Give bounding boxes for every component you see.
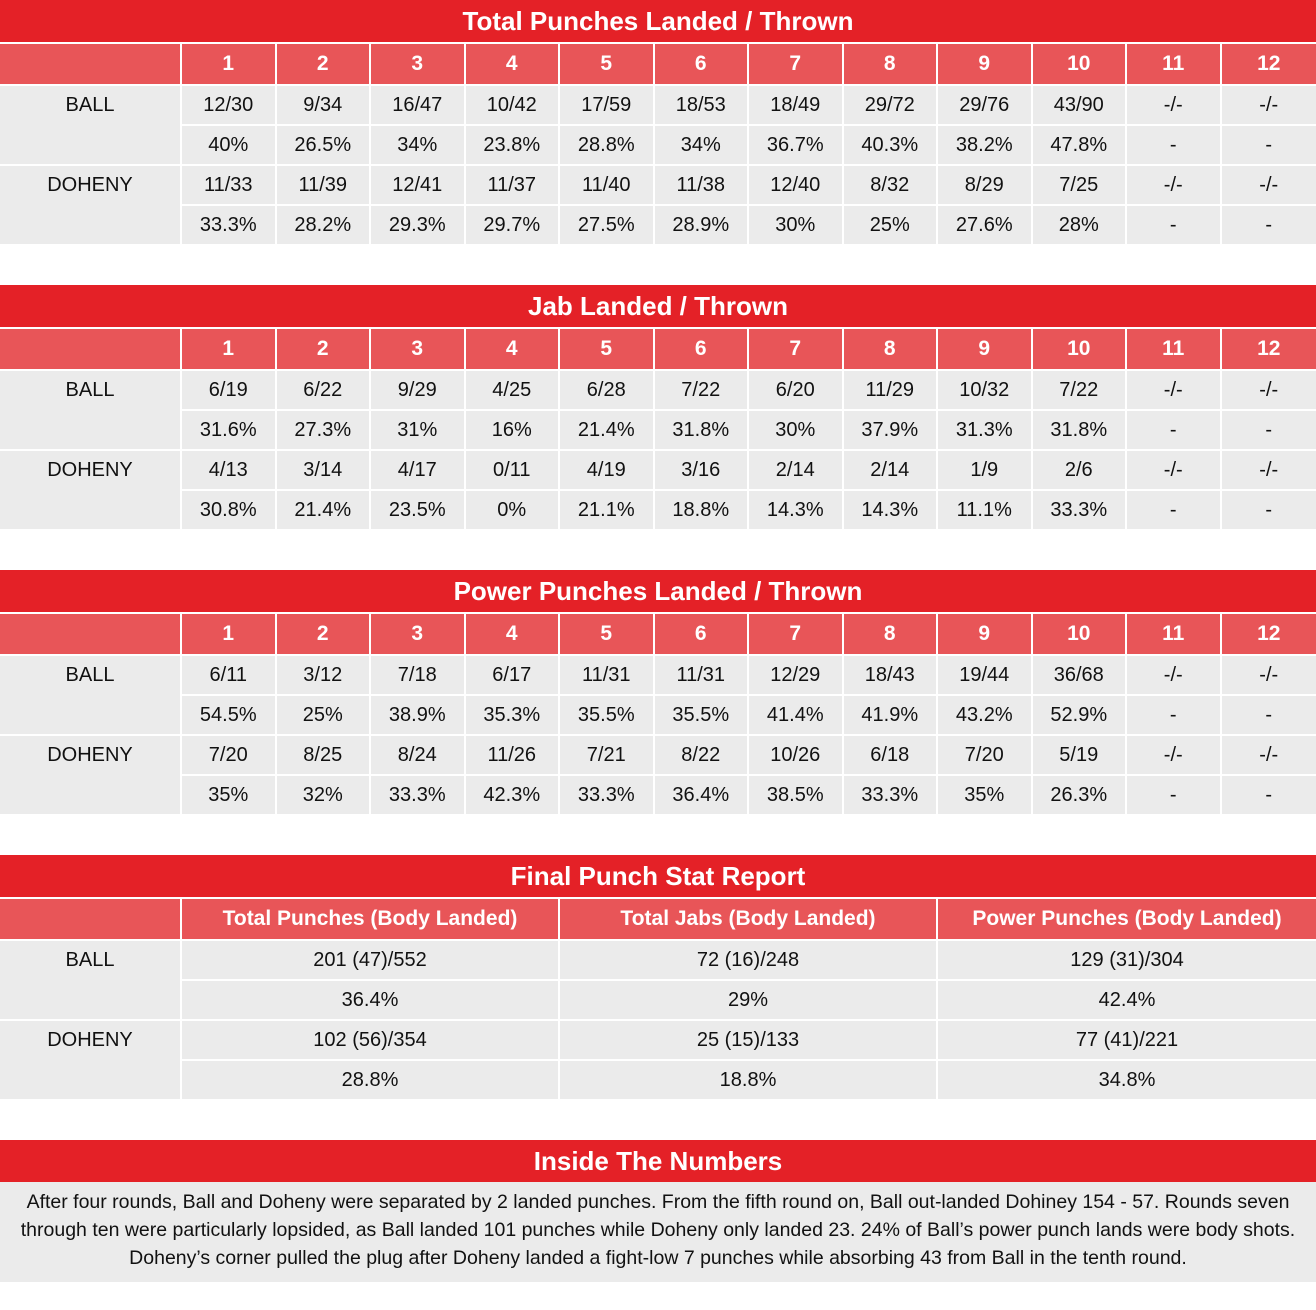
stat-cell: 3/12 — [277, 654, 372, 694]
stat-cell: 3/14 — [277, 449, 372, 489]
landed-row — [0, 449, 1316, 489]
stat-cell: 36.4% — [655, 774, 750, 814]
stat-cell: - — [1222, 774, 1316, 814]
round-number: 9 — [938, 614, 1033, 654]
stat-cell: 28.9% — [655, 204, 750, 244]
stat-cell: 40% — [182, 124, 277, 164]
header-blank — [0, 614, 182, 654]
stat-cell: 27.5% — [560, 204, 655, 244]
fighter-name-spacer — [0, 774, 182, 814]
stat-cell: -/- — [1127, 734, 1222, 774]
stat-cell: 43/90 — [1033, 84, 1128, 124]
stat-cell: -/- — [1222, 164, 1316, 204]
stat-cell: 31.8% — [655, 409, 750, 449]
stat-cell: 34% — [655, 124, 750, 164]
stat-cell: 10/26 — [749, 734, 844, 774]
stat-cell: 35% — [182, 774, 277, 814]
stat-cell: 11/31 — [655, 654, 750, 694]
round-number: 6 — [655, 329, 750, 369]
final-header — [0, 899, 1316, 939]
round-number: 2 — [277, 44, 372, 84]
stat-cell: 102 (56)/354 — [182, 1019, 560, 1059]
stat-cell: 33.3% — [182, 204, 277, 244]
stat-cell: - — [1127, 124, 1222, 164]
stat-cell: 36.4% — [182, 979, 560, 1019]
stat-cell: 8/32 — [844, 164, 939, 204]
round-number: 12 — [1257, 622, 1281, 645]
fighter-name: DOHENY — [0, 164, 182, 204]
stat-cell: 21.1% — [560, 489, 655, 529]
stat-cell: 41.4% — [749, 694, 844, 734]
stat-cell: 11/39 — [277, 164, 372, 204]
stat-cell: 25% — [844, 204, 939, 244]
percent-row — [0, 694, 1316, 734]
stat-cell: 129 (31)/304 — [938, 939, 1316, 979]
fighter-name-spacer — [0, 204, 182, 244]
landed-row — [0, 164, 1316, 204]
stat-cell: 5/19 — [1033, 734, 1128, 774]
stat-cell: 2/6 — [1033, 449, 1128, 489]
stat-cell: 33.3% — [371, 774, 466, 814]
stat-cell: 2/14 — [749, 449, 844, 489]
landed-row — [0, 84, 1316, 124]
stat-cell: 29% — [560, 979, 938, 1019]
stat-cell: - — [1127, 774, 1222, 814]
stat-cell: 29.7% — [466, 204, 561, 244]
percent-row — [0, 774, 1316, 814]
stat-cell: 8/22 — [655, 734, 750, 774]
stat-cell: 8/24 — [371, 734, 466, 774]
stat-cell: 9/34 — [277, 84, 372, 124]
stat-cell: 36/68 — [1033, 654, 1128, 694]
stat-cell: 41.9% — [844, 694, 939, 734]
fighter-name-spacer — [0, 694, 182, 734]
stat-cell: 25% — [277, 694, 372, 734]
round-number: 12 — [1257, 337, 1281, 360]
stat-cell: 35% — [938, 774, 1033, 814]
round-number: 2 — [277, 329, 372, 369]
stat-cell: 10/32 — [938, 369, 1033, 409]
stat-cell: 7/22 — [1033, 369, 1128, 409]
round-number: 2 — [277, 614, 372, 654]
stat-cell: 42.4% — [938, 979, 1316, 1019]
fighter-name-spacer — [0, 979, 182, 1019]
stat-cell: 23.5% — [371, 489, 466, 529]
stat-cell: 35.5% — [655, 694, 750, 734]
inside-numbers-section — [0, 1140, 1316, 1282]
section-title: Jab Landed / Thrown — [0, 285, 1316, 327]
stat-cell: 7/22 — [655, 369, 750, 409]
stat-cell: 1/9 — [938, 449, 1033, 489]
round-number: 9 — [938, 44, 1033, 84]
stat-cell: 4/19 — [560, 449, 655, 489]
stat-cell: 35.5% — [560, 694, 655, 734]
round-number: 6 — [655, 44, 750, 84]
stat-cell: - — [1222, 489, 1316, 529]
stat-cell: 33.3% — [844, 774, 939, 814]
stat-cell: 11/26 — [466, 734, 561, 774]
stat-cell: 11/31 — [560, 654, 655, 694]
stat-cell: 26.5% — [277, 124, 372, 164]
stat-cell: 12/29 — [749, 654, 844, 694]
stat-cell: 4/25 — [466, 369, 561, 409]
round-number: 1 — [182, 329, 277, 369]
stat-cell: 9/29 — [371, 369, 466, 409]
round-number: 5 — [560, 329, 655, 369]
stat-cell: 32% — [277, 774, 372, 814]
percent-row — [0, 1059, 1316, 1099]
stat-cell: 21.4% — [560, 409, 655, 449]
stat-cell: 8/29 — [938, 164, 1033, 204]
stat-cell: 7/18 — [371, 654, 466, 694]
stat-cell: 0% — [466, 489, 561, 529]
stat-cell: 7/25 — [1033, 164, 1128, 204]
stat-cell: 38.9% — [371, 694, 466, 734]
stat-cell: 3/16 — [655, 449, 750, 489]
stat-cell: 27.3% — [277, 409, 372, 449]
stat-cell: 6/18 — [844, 734, 939, 774]
stat-cell: 35.3% — [466, 694, 561, 734]
stat-cell: 42.3% — [466, 774, 561, 814]
stat-cell: 31.3% — [938, 409, 1033, 449]
stat-cell: 12/40 — [749, 164, 844, 204]
stat-cell: -/- — [1127, 164, 1222, 204]
stat-cell: 28% — [1033, 204, 1128, 244]
stat-cell: 31% — [371, 409, 466, 449]
stat-cell: 30% — [749, 409, 844, 449]
round-number: 7 — [749, 44, 844, 84]
fighter-name-spacer — [0, 1059, 182, 1099]
stat-cell: 14.3% — [749, 489, 844, 529]
round-number: 4 — [466, 44, 561, 84]
round-number: 8 — [844, 614, 939, 654]
stat-cell: 7/21 — [560, 734, 655, 774]
stat-cell: 7/20 — [182, 734, 277, 774]
stat-cell: 43.2% — [938, 694, 1033, 734]
stat-cell: 6/17 — [466, 654, 561, 694]
stat-cell: 29/76 — [938, 84, 1033, 124]
percent-row — [0, 409, 1316, 449]
stat-cell: 6/11 — [182, 654, 277, 694]
stat-cell: 30% — [749, 204, 844, 244]
round-number: 10 — [1033, 329, 1128, 369]
stat-section — [0, 285, 1316, 529]
round-number: 1 — [182, 44, 277, 84]
final-column-header: Total Jabs (Body Landed) — [560, 899, 938, 939]
stat-cell: 23.8% — [466, 124, 561, 164]
final-report-section — [0, 855, 1316, 1099]
stat-cell: 40.3% — [844, 124, 939, 164]
stat-cell: 16% — [466, 409, 561, 449]
landed-row — [0, 734, 1316, 774]
round-number: 11 — [1127, 614, 1222, 654]
stat-cell: 25 (15)/133 — [560, 1019, 938, 1059]
stat-cell: -/- — [1222, 449, 1316, 489]
stat-section — [0, 0, 1316, 244]
final-column-header: Power Punches (Body Landed) — [972, 907, 1282, 930]
fighter-name-spacer — [0, 489, 182, 529]
landed-row — [0, 369, 1316, 409]
fighter-name: BALL — [0, 654, 182, 694]
stat-cell: 26.3% — [1033, 774, 1128, 814]
stat-cell: 33.3% — [1033, 489, 1128, 529]
landed-row — [0, 1019, 1316, 1059]
final-column-header: Total Punches (Body Landed) — [182, 899, 560, 939]
round-number: 4 — [466, 614, 561, 654]
round-number: 3 — [371, 329, 466, 369]
stat-cell: 38.5% — [749, 774, 844, 814]
fighter-name: BALL — [0, 84, 182, 124]
stat-cell: 4/17 — [371, 449, 466, 489]
stat-cell: 11/37 — [466, 164, 561, 204]
stat-cell: 30.8% — [182, 489, 277, 529]
stat-cell: 54.5% — [182, 694, 277, 734]
stat-cell: 18/49 — [749, 84, 844, 124]
stat-cell: 28.2% — [277, 204, 372, 244]
stat-cell: 31.8% — [1033, 409, 1128, 449]
stat-cell: 38.2% — [938, 124, 1033, 164]
round-number: 9 — [938, 329, 1033, 369]
stat-cell: - — [1222, 694, 1316, 734]
stat-cell: - — [1222, 409, 1316, 449]
round-number: 1 — [182, 614, 277, 654]
round-number: 8 — [844, 44, 939, 84]
round-number: 8 — [844, 329, 939, 369]
stat-cell: 28.8% — [182, 1059, 560, 1099]
stat-cell: 201 (47)/552 — [182, 939, 560, 979]
stat-cell: 6/19 — [182, 369, 277, 409]
stat-cell: 18/43 — [844, 654, 939, 694]
fighter-name-spacer — [0, 124, 182, 164]
round-number: 5 — [560, 44, 655, 84]
notes-text: After four rounds, Ball and Doheny were separated by 2 landed punches. From the fifth round on, Ball out-landed Dohiney 154 - 57. Rounds seven through ten were particularly lopsided, as Ball landed 101 punches while Doheny only landed 23. 24% of Ball’s power punch lands were body shots. Doheny’s corner pulled the plug after Doheny landed a fight-low 7 punches while absorbing 43 from Ball in the tenth round. — [0, 1182, 1316, 1282]
stat-cell: - — [1127, 204, 1222, 244]
round-number: 10 — [1033, 44, 1128, 84]
stat-cell: 27.6% — [938, 204, 1033, 244]
percent-row — [0, 124, 1316, 164]
stat-cell: 77 (41)/221 — [938, 1019, 1316, 1059]
stat-cell: -/- — [1127, 369, 1222, 409]
stat-cell: 29/72 — [844, 84, 939, 124]
round-number: 6 — [655, 614, 750, 654]
fighter-name: DOHENY — [0, 449, 182, 489]
percent-row — [0, 204, 1316, 244]
round-header — [0, 329, 1316, 369]
round-number: 11 — [1127, 44, 1222, 84]
stat-cell: 2/14 — [844, 449, 939, 489]
round-number: 3 — [371, 614, 466, 654]
round-header — [0, 44, 1316, 84]
fighter-name: BALL — [0, 369, 182, 409]
stat-cell: 47.8% — [1033, 124, 1128, 164]
stat-cell: -/- — [1222, 734, 1316, 774]
stat-cell: 11/33 — [182, 164, 277, 204]
stat-cell: 8/25 — [277, 734, 372, 774]
header-blank — [0, 44, 182, 84]
stat-cell: - — [1222, 204, 1316, 244]
stat-cell: 12/30 — [182, 84, 277, 124]
stat-cell: 10/42 — [466, 84, 561, 124]
header-blank — [0, 329, 182, 369]
stat-cell: 18.8% — [560, 1059, 938, 1099]
round-number: 7 — [749, 329, 844, 369]
fighter-name: DOHENY — [0, 1019, 182, 1059]
stat-cell: 11/29 — [844, 369, 939, 409]
section-title: Power Punches Landed / Thrown — [0, 570, 1316, 612]
fighter-name-spacer — [0, 409, 182, 449]
round-number: 12 — [1257, 52, 1281, 75]
stat-cell: - — [1127, 694, 1222, 734]
stat-cell: 34% — [371, 124, 466, 164]
stat-cell: 33.3% — [560, 774, 655, 814]
stat-cell: -/- — [1127, 449, 1222, 489]
stat-cell: 72 (16)/248 — [560, 939, 938, 979]
stat-cell: 11/38 — [655, 164, 750, 204]
percent-row — [0, 979, 1316, 1019]
round-header — [0, 614, 1316, 654]
stat-cell: 11.1% — [938, 489, 1033, 529]
header-blank — [0, 899, 182, 939]
stat-cell: 52.9% — [1033, 694, 1128, 734]
stat-cell: 18.8% — [655, 489, 750, 529]
round-number: 11 — [1127, 329, 1222, 369]
landed-row — [0, 654, 1316, 694]
round-number: 3 — [371, 44, 466, 84]
round-number: 4 — [466, 329, 561, 369]
stat-cell: -/- — [1222, 654, 1316, 694]
round-number: 5 — [560, 614, 655, 654]
stat-cell: 17/59 — [560, 84, 655, 124]
stat-cell: 28.8% — [560, 124, 655, 164]
stat-cell: - — [1222, 124, 1316, 164]
stat-cell: 0/11 — [466, 449, 561, 489]
stat-cell: 6/20 — [749, 369, 844, 409]
stat-cell: -/- — [1127, 654, 1222, 694]
stat-cell: 16/47 — [371, 84, 466, 124]
fighter-name: DOHENY — [0, 734, 182, 774]
stat-cell: -/- — [1222, 369, 1316, 409]
stat-cell: 21.4% — [277, 489, 372, 529]
stat-cell: 36.7% — [749, 124, 844, 164]
stat-cell: 7/20 — [938, 734, 1033, 774]
stat-cell: - — [1127, 489, 1222, 529]
stat-cell: 19/44 — [938, 654, 1033, 694]
stat-cell: 18/53 — [655, 84, 750, 124]
stat-cell: -/- — [1222, 84, 1316, 124]
section-title: Total Punches Landed / Thrown — [0, 0, 1316, 42]
section-title: Inside The Numbers — [0, 1140, 1316, 1182]
percent-row — [0, 489, 1316, 529]
stat-cell: -/- — [1127, 84, 1222, 124]
stat-cell: 11/40 — [560, 164, 655, 204]
fighter-name: BALL — [0, 939, 182, 979]
round-number: 7 — [749, 614, 844, 654]
round-number: 10 — [1033, 614, 1128, 654]
stat-cell: 12/41 — [371, 164, 466, 204]
section-title: Final Punch Stat Report — [0, 855, 1316, 897]
stat-cell: - — [1127, 409, 1222, 449]
stat-section — [0, 570, 1316, 814]
stat-cell: 6/22 — [277, 369, 372, 409]
stat-cell: 6/28 — [560, 369, 655, 409]
landed-row — [0, 939, 1316, 979]
stat-cell: 37.9% — [844, 409, 939, 449]
stat-cell: 4/13 — [182, 449, 277, 489]
stat-cell: 14.3% — [844, 489, 939, 529]
stat-cell: 34.8% — [938, 1059, 1316, 1099]
stat-cell: 31.6% — [182, 409, 277, 449]
stat-cell: 29.3% — [371, 204, 466, 244]
